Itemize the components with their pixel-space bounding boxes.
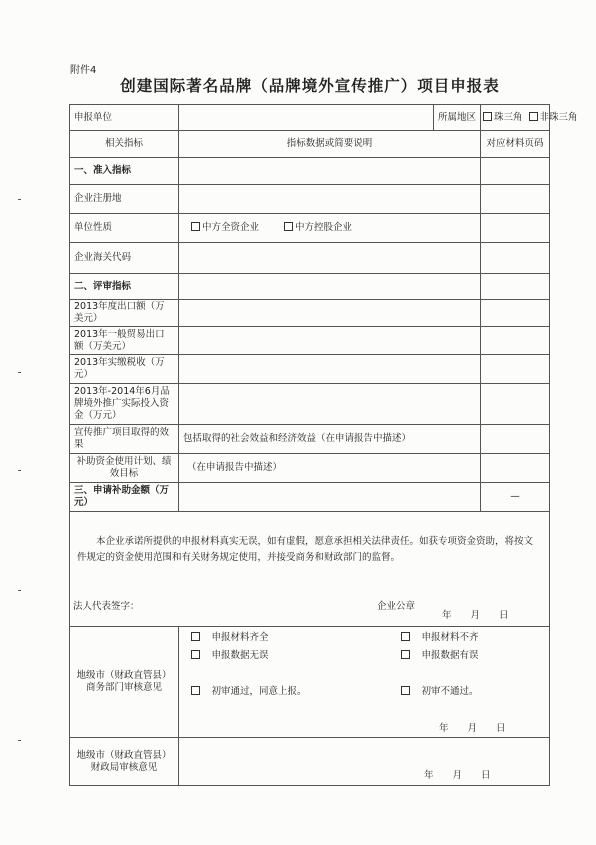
checkbox-icon[interactable]	[191, 650, 200, 659]
page-field[interactable]	[481, 355, 550, 384]
pledge-cell	[70, 512, 550, 627]
checkbox-icon[interactable]	[191, 632, 200, 641]
form-title: 创建国际著名品牌（品牌境外宣传推广）项目申报表	[120, 77, 500, 95]
row-label: 2013年度出口额（万美元）	[70, 300, 179, 327]
section-title: 一、准入指标	[70, 158, 179, 185]
finance-review-date: 年 月 日	[424, 770, 491, 781]
table-row	[70, 384, 550, 425]
row-label: 企业海关代码	[70, 243, 179, 274]
table-row	[70, 300, 550, 327]
col-header-indicator: 相关指标	[70, 131, 179, 158]
attachment-label: 附件4	[70, 65, 97, 76]
section-row	[70, 158, 550, 185]
applicant-row	[70, 105, 550, 131]
checkbox-icon[interactable]	[529, 112, 538, 121]
applicant-label: 申报单位	[70, 105, 179, 131]
seal-label: 企业公章	[377, 601, 416, 612]
page-field[interactable]	[481, 214, 550, 243]
checkbox-icon[interactable]	[191, 222, 200, 231]
checkbox-icon[interactable]	[401, 650, 410, 659]
page-field[interactable]	[481, 327, 550, 355]
column-header-row	[70, 131, 550, 158]
option-rejected: 初审不通过。	[401, 686, 479, 698]
pledge-date: 年 月 日	[442, 610, 509, 621]
table-row	[70, 185, 550, 214]
option-data-wrong: 申报数据有误	[401, 650, 479, 662]
commerce-review-label: 地级市（财政直管县）商务部门审核意见	[70, 627, 179, 738]
finance-review-row	[70, 738, 550, 786]
checkbox-icon[interactable]	[401, 632, 410, 641]
commerce-review-date: 年 月 日	[439, 723, 506, 734]
region-options	[481, 105, 578, 131]
table-row	[70, 425, 550, 454]
page-field[interactable]	[481, 300, 550, 327]
table-row	[70, 454, 550, 483]
col-header-data: 指标数据或简要说明	[179, 131, 481, 158]
checkbox-icon[interactable]	[401, 686, 410, 695]
data-field[interactable]	[179, 243, 481, 274]
page-field[interactable]	[481, 243, 550, 274]
ownership-options	[179, 214, 481, 243]
table-row	[70, 214, 550, 243]
data-field[interactable]	[179, 355, 481, 384]
scan-mark	[18, 740, 21, 741]
option-incomplete: 申报材料不齐	[401, 632, 479, 644]
scan-mark	[18, 199, 21, 200]
data-field[interactable]	[179, 300, 481, 327]
page-field[interactable]	[481, 185, 550, 214]
section-row	[70, 274, 550, 300]
ownership-option-controlling: 中方控股企业	[295, 222, 353, 234]
ownership-option-wholly: 中方全资企业	[202, 222, 260, 234]
checkbox-icon[interactable]	[483, 112, 492, 121]
table-row	[70, 327, 550, 355]
plan-description: （在申请报告中描述）	[179, 454, 481, 483]
signature-label: 法人代表签字：	[73, 601, 140, 612]
commerce-review-cell	[179, 627, 550, 738]
finance-review-cell[interactable]	[179, 738, 550, 786]
pledge-text: 本企业承诺所提供的申报材料真实无误，如有虚假，愿意承担相关法律责任。如获专项资金资助，将按文件规定的资金使用范围和有关财务规定使用，并接受商务和财政部门的监督。	[77, 536, 534, 564]
data-field[interactable]	[179, 327, 481, 355]
page-field[interactable]	[481, 425, 550, 454]
section-title: 三、申请补助金额（万元）	[70, 483, 179, 512]
subsidy-row	[70, 483, 550, 512]
table-row	[70, 243, 550, 274]
option-complete: 申报材料齐全	[191, 632, 269, 644]
data-field[interactable]	[179, 384, 481, 425]
finance-review-label: 地级市（财政直管县）财政局审核意见	[70, 738, 179, 786]
applicant-field[interactable]	[179, 105, 434, 131]
row-label: 2013年-2014年6月品牌境外推广实际投入资金（万元）	[70, 384, 179, 425]
row-label: 补助资金使用计划、绩效目标	[70, 454, 179, 483]
page-field[interactable]	[481, 384, 550, 425]
row-label: 2013年一般贸易出口额（万美元）	[70, 327, 179, 355]
scan-mark	[18, 372, 21, 373]
scan-mark	[18, 470, 21, 471]
option-data-correct: 申报数据无误	[191, 650, 269, 662]
row-label: 2013年实缴税收（万元）	[70, 355, 179, 384]
effect-description: 包括取得的社会效益和经济效益（在申请报告中描述）	[179, 425, 481, 454]
data-field[interactable]	[179, 185, 481, 214]
scan-mark	[18, 590, 21, 591]
row-label: 宣传推广项目取得的效果	[70, 425, 179, 454]
section-title: 二、评审指标	[70, 274, 179, 300]
commerce-review-row	[70, 627, 550, 738]
row-label: 企业注册地	[70, 185, 179, 214]
checkbox-icon[interactable]	[284, 222, 293, 231]
table-row	[70, 355, 550, 384]
application-form-table	[69, 104, 578, 786]
page-field[interactable]	[481, 454, 550, 483]
region-option-non-prd: 非珠三角	[539, 111, 578, 123]
region-option-prd: 珠三角	[494, 111, 523, 123]
subsidy-page-value: —	[481, 483, 550, 512]
subsidy-amount-field[interactable]	[179, 483, 481, 512]
checkbox-icon[interactable]	[191, 686, 200, 695]
option-approved: 初审通过，同意上报。	[191, 686, 307, 698]
col-header-page: 对应材料页码	[481, 131, 550, 158]
pledge-row	[70, 512, 550, 627]
region-label: 所属地区	[434, 105, 481, 131]
row-label: 单位性质	[70, 214, 179, 243]
